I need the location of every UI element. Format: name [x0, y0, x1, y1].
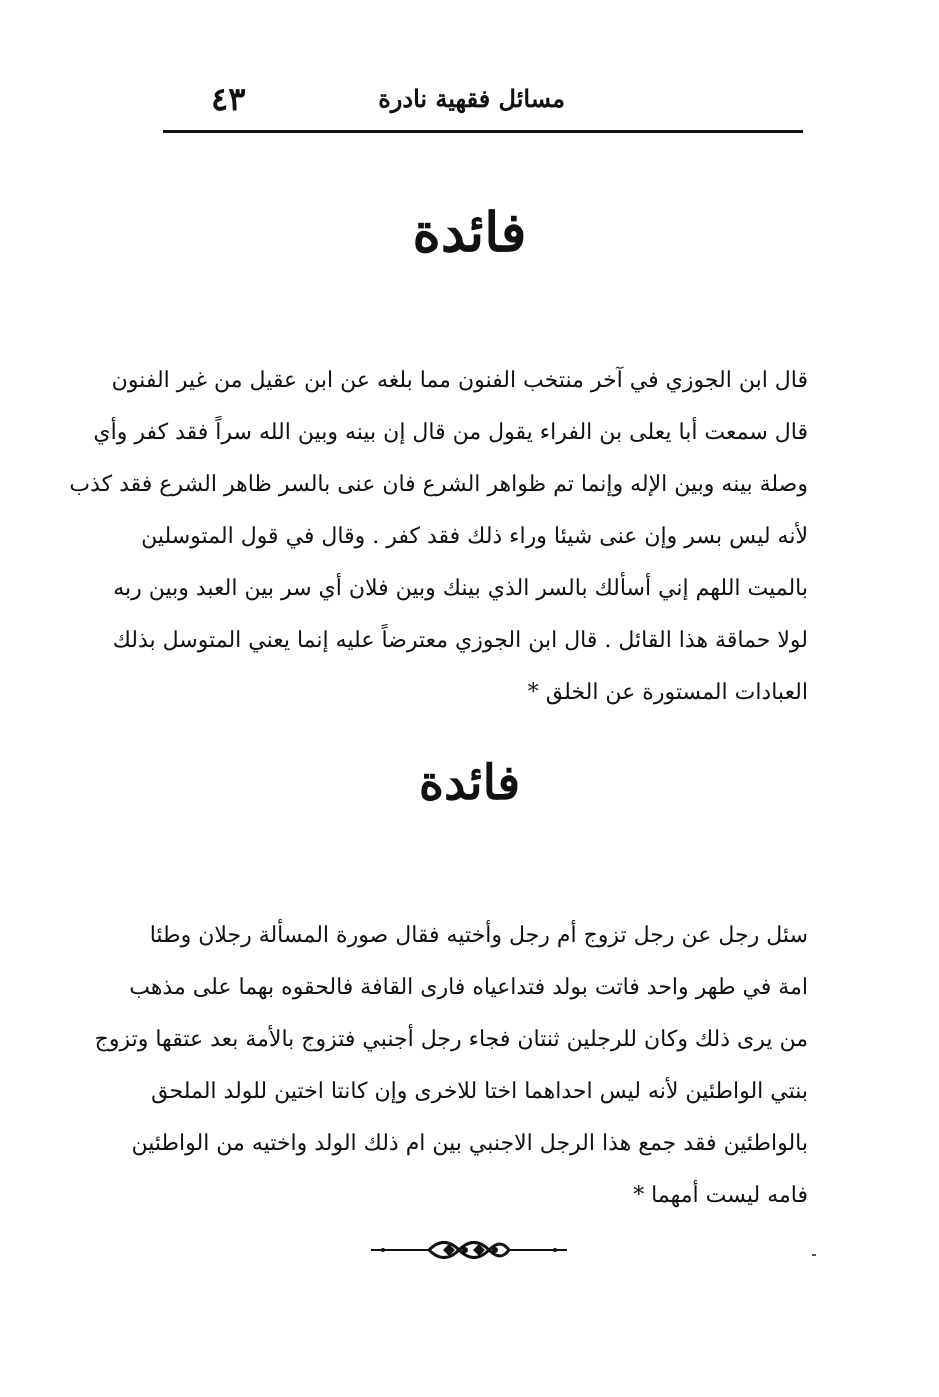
text-line: قال ابن الجوزي في آخر منتخب الفنون مما بلغه عن ابن عقيل من غير الفنون — [111, 368, 808, 393]
text-line: امة في طهر واحد فاتت بولد فتداعياه فارى القافة فالحقوه بهما على مذهب — [129, 975, 808, 1000]
text-line: سئل رجل عن رجل تزوج أم رجل وأختيه فقال صورة المسألة رجلان وطئا — [149, 923, 808, 948]
end-ornament — [369, 1238, 569, 1262]
header-rule — [163, 130, 803, 133]
text-line: العبادات المستورة عن الخلق * — [527, 680, 808, 705]
text-line: قال سمعت أبا يعلى بن الفراء يقول من قال إن بينه وبين الله سراً فقد كفر وأي — [93, 420, 808, 445]
text-line: بالميت اللهم إني أسألك بالسر الذي بينك وبين فلان أي سر بين العبد وبين ربه — [113, 576, 808, 601]
text-line: وصلة بينه وبين الإله وإنما تم ظواهر الشرع فان عنى بالسر ظاهر الشرع فقد كذب — [69, 472, 808, 497]
section-heading-2: فائدة — [418, 755, 521, 811]
section-heading-1: فائدة — [412, 200, 527, 264]
text-line: لأنه ليس بسر وإن عنى شيئا وراء ذلك فقد كفر . وقال في قول المتوسلين — [141, 524, 808, 549]
page-header — [163, 80, 803, 124]
text-line: فامه ليست أمهما * — [633, 1183, 808, 1208]
page-number: ٤٣ — [211, 80, 246, 118]
text-line: بالواطئين فقد جمع هذا الرجل الاجنبي بين ام ذلك الولد واختيه من الواطئين — [131, 1131, 808, 1156]
section-2-body — [94, 910, 808, 1222]
paper-speck — [812, 1254, 816, 1256]
text-line: لولا حماقة هذا القائل . قال ابن الجوزي معترضاً عليه إنما يعني المتوسل بذلك — [112, 628, 808, 653]
running-title: مسائل فقهية نادرة — [378, 84, 565, 113]
section-1-body — [69, 355, 808, 719]
text-line: بنتي الواطئين لأنه ليس احداهما اختا للاخرى وإن كانتا اختين للولد الملحق — [151, 1079, 808, 1104]
text-line: من يرى ذلك وكان للرجلين ثنتان فجاء رجل أجنبي فتزوج بالأمة بعد عتقها وتزوج — [94, 1027, 808, 1052]
